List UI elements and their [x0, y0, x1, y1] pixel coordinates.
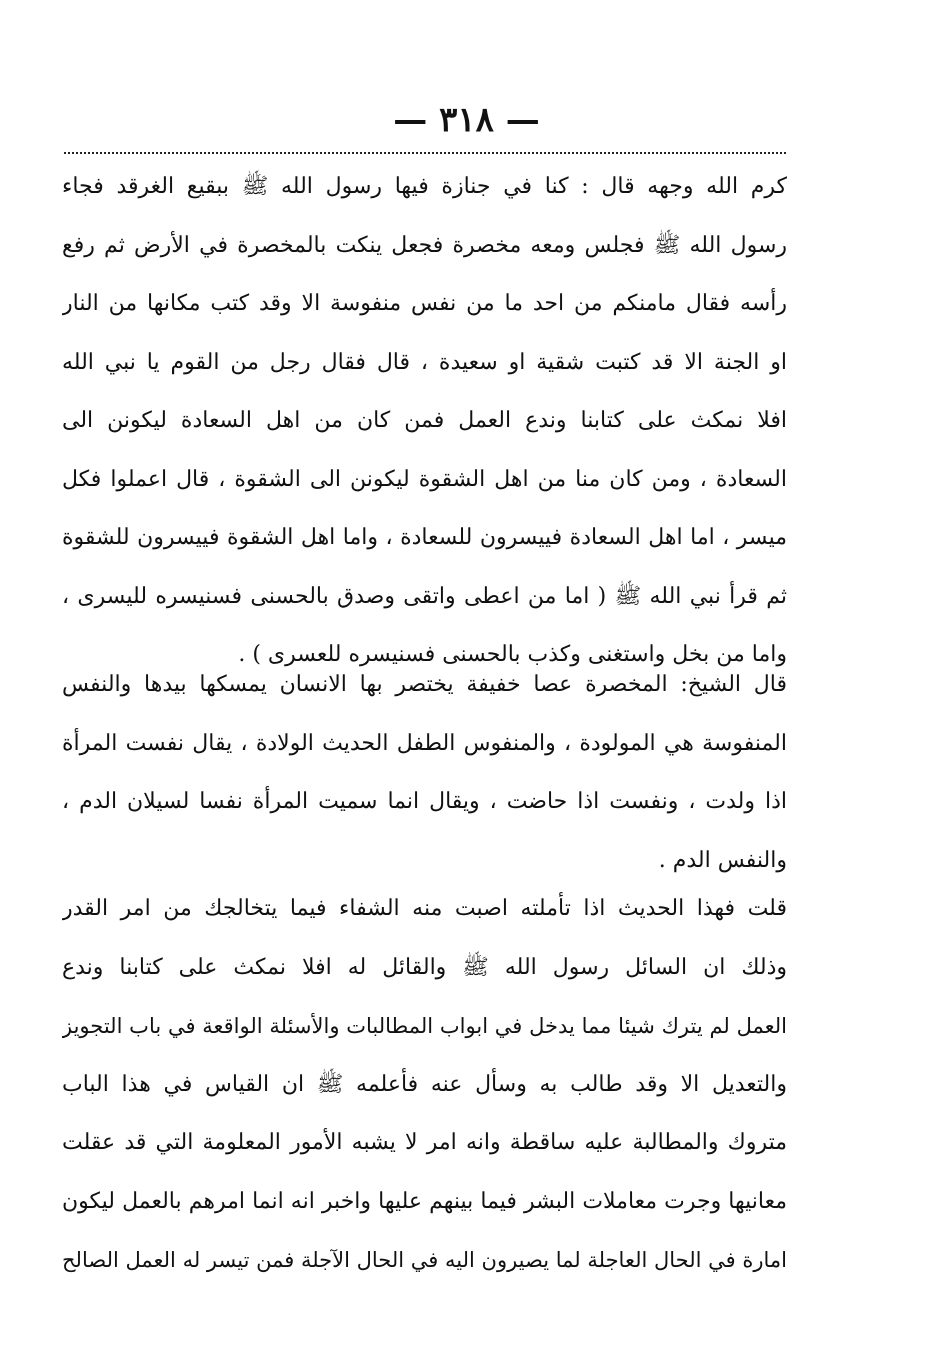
text-line: واما من بخل واستغنى وكذب بالحسنى فسنيسره للعسرى ) .: [238, 642, 787, 667]
text-line: رأسه فقال مامنكم من احد ما من نفس منفوسة الا وقد كتب مكانها من النار: [62, 291, 787, 316]
text-line: متروك والمطالبة عليه ساقطة وانه امر لا يشبه الأمور المعلومة التي قد عقلت: [62, 1130, 787, 1155]
text-line: رسول الله ﷺ فجلس ومعه مخصرة فجعل ينكت بالمخصرة في الأرض ثم رفع: [62, 232, 787, 258]
text-line: وذلك ان السائل رسول الله ﷺ والقائل له افلا نمكث على كتابنا وندع: [62, 954, 787, 980]
page-number: — ٣١٨ —: [393, 100, 540, 140]
text-line: ثم قرأ نبي الله ﷺ ( اما من اعطى واتقى وصدق بالحسنى فسنيسره لليسرى ،: [62, 583, 787, 609]
paragraph-hadith: [62, 158, 787, 685]
text-line: اذا ولدت ، ونفست اذا حاضت ، ويقال انما سميت المرأة نفسا لسيلان الدم ،: [62, 789, 787, 814]
text-line: المنفوسة هي المولودة ، والمنفوس الطفل الحديث الولادة ، يقال نفست المرأة: [62, 730, 787, 756]
text-line: ميسر ، اما اهل السعادة فييسرون للسعادة ، واما اهل الشقوة فييسرون للشقوة: [62, 525, 787, 550]
paragraph-sheikh-commentary: [62, 656, 787, 890]
text-line: العمل لم يترك شيئا مما يدخل في ابواب المطالبات والأسئلة الواقعة في باب التجويز: [62, 1014, 787, 1038]
text-line: والتعديل الا وقد طالب به وسأل عنه فأعلمه ﷺ ان القياس في هذا الباب: [62, 1071, 787, 1097]
text-line: او الجنة الا قد كتبت شقية او سعيدة ، قال فقال رجل من القوم يا نبي الله: [62, 349, 787, 375]
text-line: قلت فهذا الحديث اذا تأملته اصبت منه الشفاء فيما يتخالجك من امر القدر: [62, 896, 787, 921]
text-line: افلا نمكث على كتابنا وندع العمل فمن كان من اهل السعادة ليكونن الى: [62, 408, 787, 433]
text-line: السعادة ، ومن كان منا من اهل الشقوة ليكونن الى الشقوة ، قال اعملوا فكل: [62, 466, 787, 492]
text-line: معانيها وجرت معاملات البشر فيما بينهم عليها واخبر انه انما امرهم بالعمل ليكون: [62, 1188, 787, 1214]
text-line: قال الشيخ: المخصرة عصا خفيفة يختصر بها الانسان يمسكها بيدها والنفس: [62, 672, 787, 697]
header-rule: [64, 152, 786, 154]
text-line: امارة في الحال العاجلة لما يصيرون اليه في الحال الآجلة فمن تيسر له العمل الصالح: [62, 1248, 787, 1272]
text-line: والنفس الدم .: [658, 847, 787, 873]
paragraph-author-discussion: [62, 880, 787, 1290]
text-line: كرم الله وجهه قال : كنا في جنازة فيها رسول الله ﷺ ببقيع الغرقد فجاء: [62, 174, 787, 199]
